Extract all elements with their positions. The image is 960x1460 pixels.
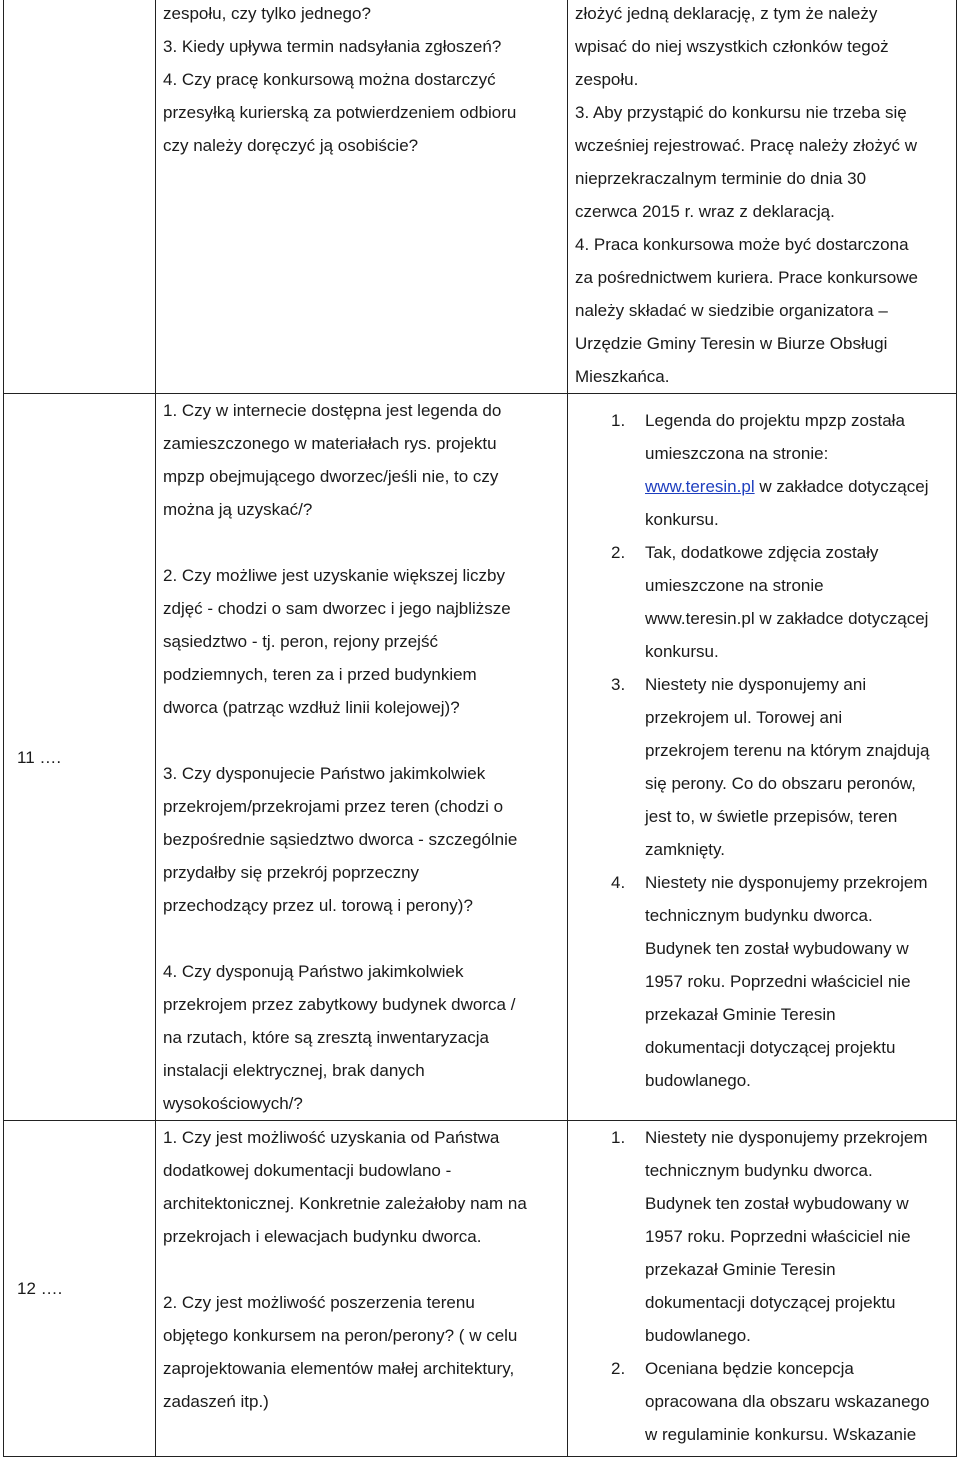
answer-line: Mieszkańca. [575,367,670,386]
answer-cell [568,0,957,394]
table-row [4,0,957,394]
question-line: 4. Czy pracę konkursową można dostarczyć [163,70,496,89]
question-line: przekrojem przez zabytkowy budynek dworca / [163,995,516,1014]
answer-line: umieszczone na stronie [645,576,824,595]
answer-item [575,404,950,536]
question-line: przesyłką kurierską za potwierdzeniem odbioru [163,103,517,122]
answer-line: Tak, dodatkowe zdjęcia zostały [645,543,879,562]
row-number: 12 …. [4,1121,156,1457]
question-line: przekrojach i elewacjach budynku dworca. [163,1227,482,1246]
answer-line: Legenda do projektu mpzp została [645,411,905,430]
answer-line: Niestety nie dysponujemy ani [645,675,867,694]
answer-line: przekrojem ul. Torowej ani [645,708,843,727]
question-line: 3. Kiedy upływa termin nadsyłania zgłoszeń? [163,37,502,56]
answer-line: www.teresin.pl w zakładce dotyczącej [645,609,929,628]
question-line: zdjęć - chodzi o sam dworzec i jego najbliższe [163,599,511,618]
question-line: zespołu, czy tylko jednego? [163,4,371,23]
question-line: bezpośrednie sąsiedztwo dworca - szczególnie [163,830,518,849]
answer-item [575,668,950,866]
question-line: 1. Czy w internecie dostępna jest legenda do [163,401,502,420]
question-line: 2. Czy jest możliwość poszerzenia terenu [163,1293,475,1312]
question-line: zamieszczonego w materiałach rys. projektu [163,434,497,453]
answer-number: 1. [611,1128,626,1147]
answer-line: 1957 roku. Poprzedni właściciel nie [645,1227,911,1246]
spacer [163,1253,563,1286]
answer-item [575,866,950,1097]
answer-number: 4. [611,873,626,892]
answer-line: opracowana dla obszaru wskazanego [645,1392,930,1411]
answer-line: dokumentacji dotyczącej projektu [645,1038,896,1057]
question-line: instalacji elektrycznej, brak danych [163,1061,425,1080]
qa-table [3,0,957,1457]
answer-number: 2. [611,543,626,562]
answer-line: 4. Praca konkursowa może być dostarczona [575,235,909,254]
answer-line: Oceniana będzie koncepcja [645,1359,854,1378]
answer-line: wpisać do niej wszystkich członków tegoż [575,37,889,56]
answer-line: konkursu. [645,642,719,661]
question-cell [156,0,568,394]
question-line: zaprojektowania elementów małej architektury, [163,1359,515,1378]
answer-item [575,1352,950,1451]
answer-number: 1. [611,411,626,430]
answer-item [575,536,950,668]
question-line: sąsiedztwo - tj. peron, rejony przejść [163,632,438,651]
answer-number: 3. [611,675,626,694]
answer-line: jest to, w świetle przepisów, teren [645,807,898,826]
answer-line: złożyć jedną deklarację, z tym że należy [575,4,878,23]
question-cell [156,394,568,1121]
answer-line: czerwca 2015 r. wraz z deklaracją. [575,202,835,221]
answer-line: Budynek ten został wybudowany w [645,1194,909,1213]
teresin-link[interactable]: www.teresin.pl [645,477,755,496]
question-line: dworca (patrząc wzdłuż linii kolejowej)? [163,698,460,717]
question-line: podziemnych, teren za i przed budynkiem [163,665,477,684]
answer-line: 1957 roku. Poprzedni właściciel nie [645,972,911,991]
table-row [4,1121,957,1457]
question-line: można ją uzyskać/? [163,500,313,519]
answer-number: 2. [611,1359,626,1378]
answer-line: umieszczona na stronie: [645,444,829,463]
answer-line: przekazał Gminie Teresin [645,1260,836,1279]
question-line: przydałby się przekrój poprzeczny [163,863,420,882]
answer-line: Budynek ten został wybudowany w [645,939,909,958]
spacer [163,922,563,955]
answer-line: wcześniej rejestrować. Pracę należy złożyć w [575,136,918,155]
question-line: 1. Czy jest możliwość uzyskania od Państwa [163,1128,500,1147]
answer-line: nieprzekraczalnym terminie do dnia 30 [575,169,867,188]
answer-item [575,1121,950,1352]
answer-line: za pośrednictwem kuriera. Prace konkursowe [575,268,918,287]
answer-line: Niestety nie dysponujemy przekrojem [645,1128,928,1147]
question-cell [156,1121,568,1457]
answer-cell [568,1121,957,1457]
answer-cell [568,394,957,1121]
table-row [4,394,957,1121]
answer-line: należy składać w siedzibie organizatora – [575,301,888,320]
spacer [163,526,563,559]
question-line: 4. Czy dysponują Państwo jakimkolwiek [163,962,464,981]
answer-line: dokumentacji dotyczącej projektu [645,1293,896,1312]
row-number [4,0,156,394]
question-line: zadaszeń itp.) [163,1392,269,1411]
answer-line: się perony. Co do obszaru peronów, [645,774,916,793]
answer-line: w zakładce dotyczącej [754,477,929,496]
answer-line: przekazał Gminie Teresin [645,1005,836,1024]
answer-line: Urzędzie Gminy Teresin w Biurze Obsługi [575,334,888,353]
answer-line: Niestety nie dysponujemy przekrojem [645,873,928,892]
question-line: wysokościowych/? [163,1094,303,1113]
answer-line: budowlanego. [645,1326,751,1345]
answer-line: przekrojem terenu na którym znajdują [645,741,930,760]
question-line: dodatkowej dokumentacji budowlano - [163,1161,452,1180]
question-line: przekrojem/przekrojami przez teren (chodzi o [163,797,504,816]
answer-line: w regulaminie konkursu. Wskazanie [645,1425,917,1444]
spacer [163,724,563,757]
answer-line: budowlanego. [645,1071,751,1090]
question-line: 2. Czy możliwe jest uzyskanie większej liczby [163,566,505,585]
answer-line: technicznym budynku dworca. [645,906,873,925]
row-number: 11 …. [4,394,156,1121]
answer-line: technicznym budynku dworca. [645,1161,873,1180]
answer-line: konkursu. [645,510,719,529]
question-line: 3. Czy dysponujecie Państwo jakimkolwiek [163,764,486,783]
question-line: na rzutach, które są zresztą inwentaryzacja [163,1028,489,1047]
question-line: architektonicznej. Konkretnie zależałoby nam na [163,1194,527,1213]
answer-line: zespołu. [575,70,639,89]
answer-line: zamknięty. [645,840,725,859]
question-line: mpzp obejmującego dworzec/jeśli nie, to czy [163,467,499,486]
answer-line: 3. Aby przystąpić do konkursu nie trzeba się [575,103,907,122]
question-line: przechodzący przez ul. torową i perony)? [163,896,473,915]
question-line: objętego konkursem na peron/perony? ( w celu [163,1326,518,1345]
question-line: czy należy doręczyć ją osobiście? [163,136,419,155]
